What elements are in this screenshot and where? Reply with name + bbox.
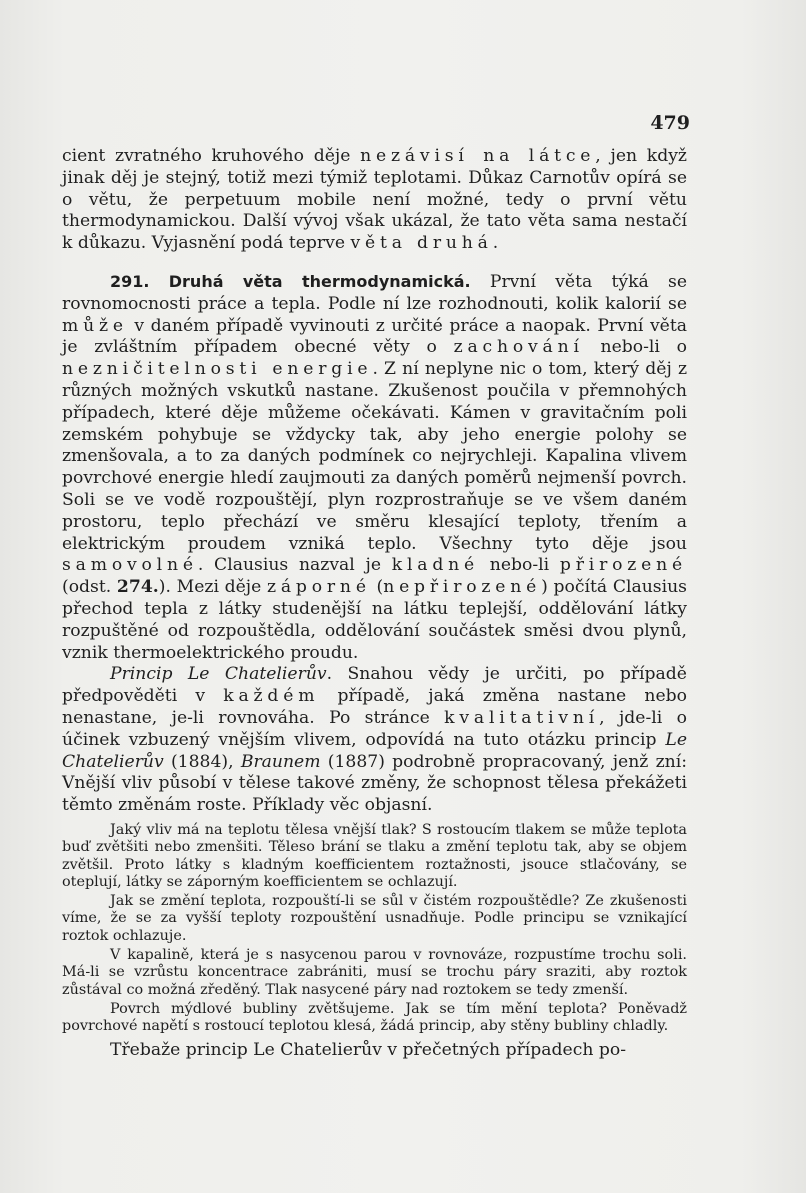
example-soap-bubble: Povrch mýdlové bubliny zvětšujeme. Jak se tím mění teplota? Poněvadž povrchové napětí s rostoucí teplotou klesá, žádá princip, aby stěny bubliny chladly. bbox=[62, 1000, 687, 1035]
paragraph-last-line: Třebaže princip Le Chatelierův v přečetných případech po- bbox=[110, 1040, 627, 1061]
page-text bbox=[62, 146, 687, 1062]
example-pressure: Jaký vliv má na teplotu tělesa vnější tlak? S rostoucím tlakem se může teplota buď zvětšiti nebo zmenšiti. Těleso brání se tlaku a změní teplotu tak, aby se objem zvětšil. Proto látky s kladným koefficientem roztažnosti, jsouce stlačovány, se oteplují, látky se záporným koefficientem se ochlazují. bbox=[62, 821, 687, 890]
spaced-emphasis: nezávisí na látce bbox=[360, 146, 596, 166]
section-number: 291. bbox=[110, 271, 150, 291]
spaced-emphasis: věta druhá bbox=[350, 233, 493, 254]
section-title: Druhá věta thermodynamická. bbox=[168, 271, 471, 291]
section-reference: 274. bbox=[116, 577, 159, 598]
section-291-paragraph: 291. Druhá věta thermodynamická. První věta týká se rovnomocnosti práce a tepla. Podle ní lze rozhodnouti, kolik kalorií se může v daném případě vyvinouti z určité práce a naopak. První věta je zvláštním případem obecné věty o zachování nebo-li o nezničitelnosti energie. Z ní neplyne nic o tom, který děj z různých možných vskutků nastane. Zkušenost poučila v přemnohých případech, které děje můžeme očekávati. Kámen v gravitačním poli zemském pohybuje se vždycky tak, aby jeho energie polohy se zmenšovala, a to za daných podmínek co nejrychleji. Kapalina vlivem povrchové energie hledí zaujmouti za daných poměrů nejmenší povrch. Soli se ve vodě rozpouštějí, plyn rozprostraňuje se ve všem daném prostoru, teplo přechází ve směru klesající teploty, třením a elektrickým proudem vzniká teplo. Všechny tyto děje jsou samovolné. Clausius nazval je kladné nebo-li přirozené (odst. 274.). Mezi děje záporné (nepřirozené) počítá Clausius přechod tepla z látky studenější na látku teplejší, oddělování látky rozpuštěné od rozpouštědla, oddělování součástek směsi dvou plynů, vznik thermoelektrického proudu. bbox=[62, 271, 688, 663]
le-chatelier-paragraph: Princip Le Chatelierův. Snahou vědy je určiti, po případě předpověděti v každém případě, jaká změna nastane nebo nenastane, je-li rovnováha. Po stránce kvalitativní, jde-li o účinek vzbuzený vnějším vlivem, odpovídá na tuto otázku princip Le Chatelierův (1884), Braunem (1887) podrobně propracovaný, jenž zní: Vnější vliv působí v tělese takové změny, že schopnost tělesa překážeti těmto změnám roste. Příklady věc objasní. bbox=[62, 664, 688, 816]
page-number: 479 bbox=[650, 112, 690, 134]
example-salt-solution: Jak se změní teplota, rozpouští-li se sůl v čistém rozpouštědle? Ze zkušenosti víme, že se za vyšší teploty rozpouštění usnadňuje. Podle principu se vznikající roztok ochlazuje. bbox=[62, 893, 687, 944]
paragraph-continuation: cient zvratného kruhového děje nezávisí na látce, jen když jinak děj je stejný, totiž mezi týmiž teplotami. Důkaz Carnotův opírá se o větu, že perpetuum mobile není možné, tedy o první větu thermodynamickou. Další vývoj však ukázal, že tato věta sama nestačí k důkazu. Vyjasnění podá teprve věta druhá. bbox=[62, 146, 687, 254]
example-saturated-vapour: V kapalině, která je s nasycenou parou v rovnováze, rozpustíme trochu soli. Má-li se vzrůstu koncentrace zabrániti, musí se trochu páry sraziti, aby roztok zůstával co možná zředěný. Tlak nasycené páry nad roztokem se tedy zmenší. bbox=[62, 946, 687, 998]
